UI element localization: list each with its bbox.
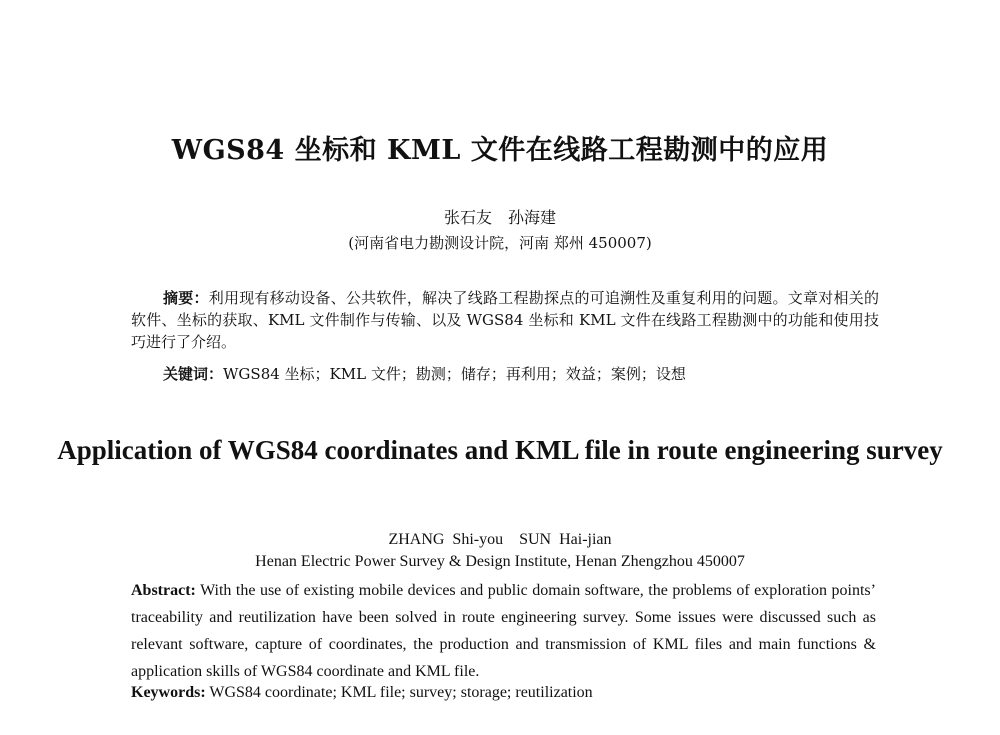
english-title: Application of WGS84 coordinates and KML file in route engineering survey xyxy=(57,435,943,465)
chinese-keywords-label: 关键词： xyxy=(163,365,224,383)
english-abstract xyxy=(131,577,876,685)
chinese-title: WGS84 坐标和 KML 文件在线路工程勘测中的应用 xyxy=(171,135,829,166)
chinese-keywords xyxy=(163,363,879,384)
chinese-authors: 张石友 孙海建 xyxy=(443,208,556,227)
english-abstract-label: Abstract: xyxy=(131,582,196,599)
chinese-affiliation: (河南省电力勘测设计院，河南 郑州 450007) xyxy=(348,234,652,252)
chinese-abstract-label: 摘要： xyxy=(163,289,209,307)
english-affiliation: Henan Electric Power Survey & Design Institute, Henan Zhengzhou 450007 xyxy=(255,553,745,570)
english-keywords-text: WGS84 coordinate; KML file; survey; storage; reutilization xyxy=(209,684,593,701)
chinese-abstract-text: 利用现有移动设备、公共软件，解决了线路工程勘探点的可追溯性及重复利用的问题。文章对相关的软件、坐标的获取、KML 文件制作与传输、以及 WGS84 坐标和 KML 文件在线路工程勘测中的功能和使用技巧进行了介绍。 xyxy=(131,289,879,351)
english-keywords xyxy=(131,684,876,702)
chinese-keywords-text: WGS84 坐标；KML 文件；勘测；储存；再利用；效益；案例；设想 xyxy=(223,365,686,383)
english-authors: ZHANG Shi-you SUN Hai-jian xyxy=(388,531,612,548)
english-keywords-label: Keywords: xyxy=(131,684,206,701)
chinese-abstract xyxy=(131,287,879,353)
english-abstract-text: With the use of existing mobile devices and public domain software, the problems of exploration points’ traceability and reutilization have been solved in route engineering survey. Some issues were discussed such as relevant software, capture of coordinates, the production and transmission of KML files and main functions & application skills of WGS84 coordinate and KML file. xyxy=(131,582,876,680)
